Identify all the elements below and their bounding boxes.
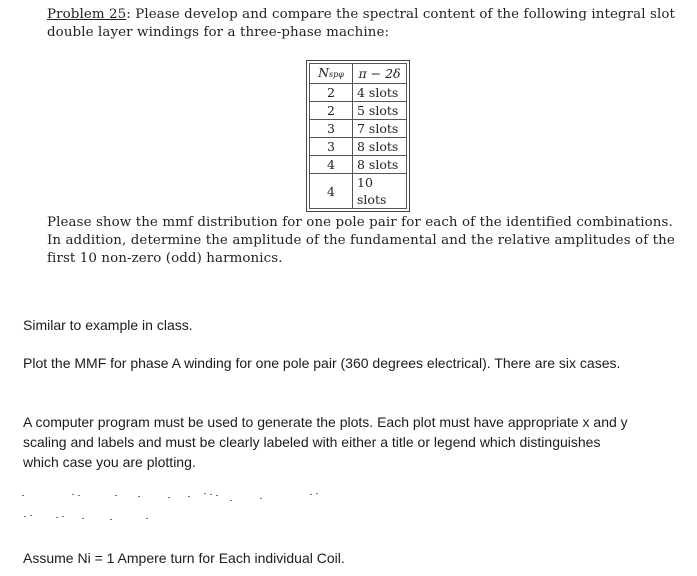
note-program: A computer program must be used to generate the plots. Each plot must have appropriate x and y scaling and labels and must be clearly labeled with either a title or legend which distinguishes which case you are plotting. <box>23 414 628 470</box>
table-row <box>310 120 407 138</box>
table-row <box>310 84 407 102</box>
header-nspp: Nspφ <box>310 64 353 84</box>
header-pitch: π − 2δ <box>353 64 407 84</box>
problem-statement <box>47 6 687 42</box>
cell-slots: 4 slots <box>353 84 407 102</box>
note-similar: Similar to example in class. <box>23 317 193 333</box>
table-row <box>310 174 407 209</box>
problem-text: : Please develop and compare the spectral content of the following integral slot double layer windings for a three-phase machine: <box>47 7 675 40</box>
instructions-paragraph: Please show the mmf distribution for one pole pair for each of the identified combinations. In addition, determine the amplitude of the fundamental and the relative amplitudes of the first 10 non-zero (odd) harmonics. <box>47 215 675 266</box>
cell-slots: 8 slots <box>353 138 407 156</box>
cell-slots: 7 slots <box>353 120 407 138</box>
winding-table-frame <box>306 60 410 212</box>
cell-nspp: 2 <box>310 84 353 102</box>
cell-slots: 5 slots <box>353 102 407 120</box>
header-nspp-subscript: spφ <box>329 70 344 79</box>
problem-number: Problem 25 <box>47 7 127 22</box>
cell-slots: 8 slots <box>353 156 407 174</box>
cell-slots: 10 slots <box>353 174 407 209</box>
winding-table <box>309 63 407 209</box>
scan-artifacts <box>20 488 480 528</box>
cell-nspp: 3 <box>310 120 353 138</box>
table-row <box>310 138 407 156</box>
cell-nspp: 2 <box>310 102 353 120</box>
note-plot-mmf: Plot the MMF for phase A winding for one pole pair (360 degrees electrical). There are six cases. <box>23 355 621 371</box>
note-assume: Assume Ni = 1 Ampere turn for Each individual Coil. <box>23 550 345 566</box>
table-row <box>310 102 407 120</box>
cell-nspp: 3 <box>310 138 353 156</box>
table-header-row <box>310 64 407 84</box>
table-row <box>310 156 407 174</box>
cell-nspp: 4 <box>310 156 353 174</box>
cell-nspp: 4 <box>310 174 353 209</box>
